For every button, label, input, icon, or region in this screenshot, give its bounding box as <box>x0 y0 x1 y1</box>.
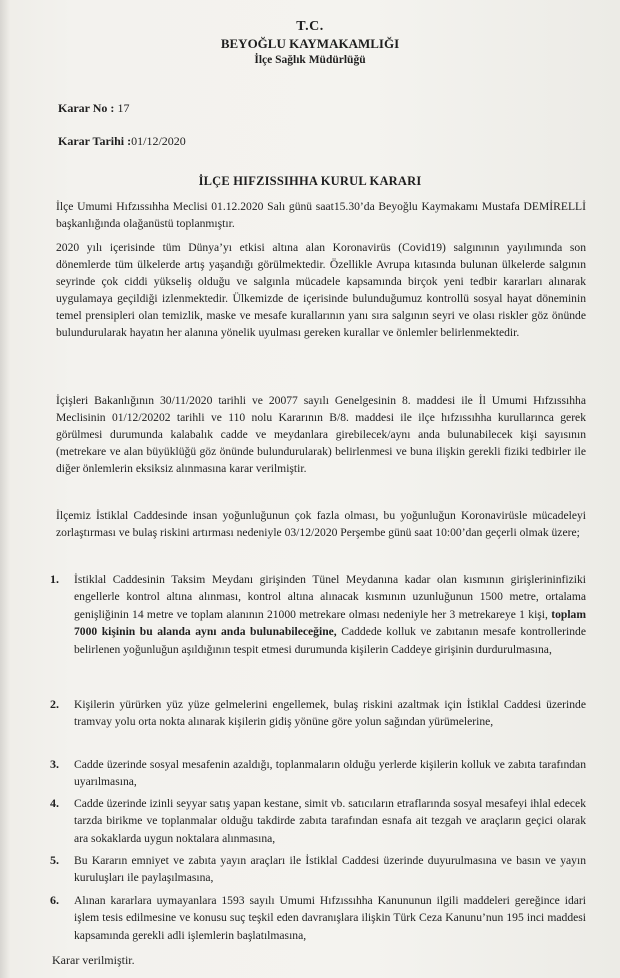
item-text: Cadde üzerinde izinli seyyar satış yapan kestane, simit vb. satıcıların etraflarında sosyal mesafeyi ihlal edecek tarzda birikme ve toplanmalar olduğu takdirde zabıta tarafından esnafa ait tezgah ve araçların geçici olarak ara sokaklarda uygun noktalara alınmasına, <box>74 797 586 845</box>
item-number: 1. <box>50 572 59 586</box>
item-number: 5. <box>50 853 59 867</box>
paragraph-pandemic: 2020 yılı içerisinde tüm Dünya’yı etkisi altına alan Koronavirüs (Covid19) salgınının yayılımında son dönemlerde tüm ülkelerde artış yaşandığı görülmektedir. Özellikle Avrupa kıtasında bulunan ülkelerde salgının seyrinde çok ciddi yükseliş olduğu ve salgınla mücadele kapsamında birçok yeni tedbir kararları alınarak uygulamaya geçildiği izlenmektedir. Ülkemizde de içerisinde bulunduğumuz kontrollü sosyal hayat döneminin temel prensipleri olan temizlik, maske ve mesafe kurallarının yanı sıra salgının seyri ve olası riskler göz önünde bulundurularak hayatın her alanına yönelik uyulması gereken kurallar ve önlemler belirlenmektedir. <box>56 241 586 339</box>
item-text: Bu Kararın emniyet ve zabıta yayın araçları ile İstiklal Caddesi üzerinde duyurulmasına ve basın ve yayın kuruluşları ile paylaşılmasına, <box>74 854 586 885</box>
header-kaymakamlik: BEYOĞLU KAYMAKAMLIĞI <box>220 36 400 51</box>
paragraph-meeting: İlçe Umumi Hıfzıssıhha Meclisi 01.12.2020 Salı günü saat15.30’da Beyoğlu Kaymakamı Mustafa DEMİRELLİ başkanlığında olağanüstü toplanmıştır. <box>56 200 586 230</box>
item-number: 3. <box>50 757 59 771</box>
header-mudurluk: İlçe Sağlık Müdürlüğü <box>254 54 366 66</box>
paragraph-circular: İçişleri Bakanlığının 30/11/2020 tarihli ve 20077 sayılı Genelgesinin 8. maddesi ile İl Umumi Hıfzıssıhha Meclisinin 01/12/20202 tarihli ve 110 nolu Kararının B/8. maddesi ile ilçe hıfzıssıhha kurullarınca gerek görülmesi durumunda kalabalık cadde ve meydanlara girebilecek/aynı anda bulunabilecek kişi sayısının (metrekare ve alan büyüklüğü göz önünde bulundurularak) belirlenmesi ve buna ilişkin gerekli fiziki tedbirler ile diğer önlemlerin eksiksiz alınmasına karar verilmiştir. <box>56 394 586 475</box>
document-header <box>0 18 620 69</box>
item-text <box>74 571 586 658</box>
item-text-part: Caddede kolluk ve zabıtanın mesafe kontrollerinde belirlenen yoğunluğun aşıldığının tespit etmesi durumunda kişilerin Caddeye girişinin durdurulmasına, <box>74 625 586 656</box>
item-number: 6. <box>50 893 59 907</box>
item-text-bold: toplam 7000 kişinin bu alanda aynı anda bulunabileceğine, <box>74 607 586 639</box>
karar-no-label: Karar No : <box>58 101 115 115</box>
paragraph-istiklal: İlçemiz İstiklal Caddesinde insan yoğunluğunun çok fazla olması, bu yoğunluğun Koronavirüsle mücadeleyi zorlaştırması ve bulaş riskini artırması nedeniyle 03/12/2020 Perşembe günü saat 10:00’dan geçerli olmak üzere; <box>56 509 586 539</box>
karar-tarihi-value: 01/12/2020 <box>131 134 186 148</box>
karar-no-value: 17 <box>114 101 130 115</box>
karar-tarihi-label: Karar Tarihi : <box>58 134 132 148</box>
closing-statement: Karar verilmiştir. <box>52 953 135 967</box>
item-number: 4. <box>50 796 59 810</box>
page-edge-shadow <box>0 0 10 978</box>
karar-no <box>58 101 129 116</box>
item-text: Kişilerin yürürken yüz yüze gelmelerini engellemek, bulaş riskini azaltmak için İstiklal Caddesi üzerinde tramvay yolu orta nokta alınarak kişilerin gidiş yönüne göre yolun sağından yürümelerine, <box>74 698 586 729</box>
item-number: 2. <box>50 697 59 711</box>
karar-tarihi <box>58 134 186 149</box>
item-text-part: İstiklal Caddesinin Taksim Meydanı girişinden Tünel Meydanına kadar olan kısmının girişlerininfiziki engellerle kontrol altına alınması, kontrol altına alınacak kısmının uzunluğunun 1500 metre, ortalama genişliğinin 14 metre ve toplam alanının 21000 metrekare olması nedeniyle her 3 metrekareye 1 kişi, <box>74 573 586 621</box>
document-title: İLÇE HIFZISSIHHA KURUL KARARI <box>198 174 422 188</box>
item-text: Cadde üzerinde sosyal mesafenin azaldığı, toplanmaların olduğu yerlerde kişilerin kolluk ve zabıta tarafından uyarılmasına, <box>74 758 586 789</box>
header-tc: T.C. <box>296 19 324 34</box>
item-text: Alınan kararlara uymayanlara 1593 sayılı Umumi Hıfzıssıhha Kanununun ilgili maddeleri gereğince idari işlem tesis edilmesine ve konusu suç teşkil eden davranışlara ilişkin Türk Ceza Kanunu’nun 195 inci maddesi kapsamında gerekli adli işlemlerin başlatılmasına, <box>74 894 586 942</box>
